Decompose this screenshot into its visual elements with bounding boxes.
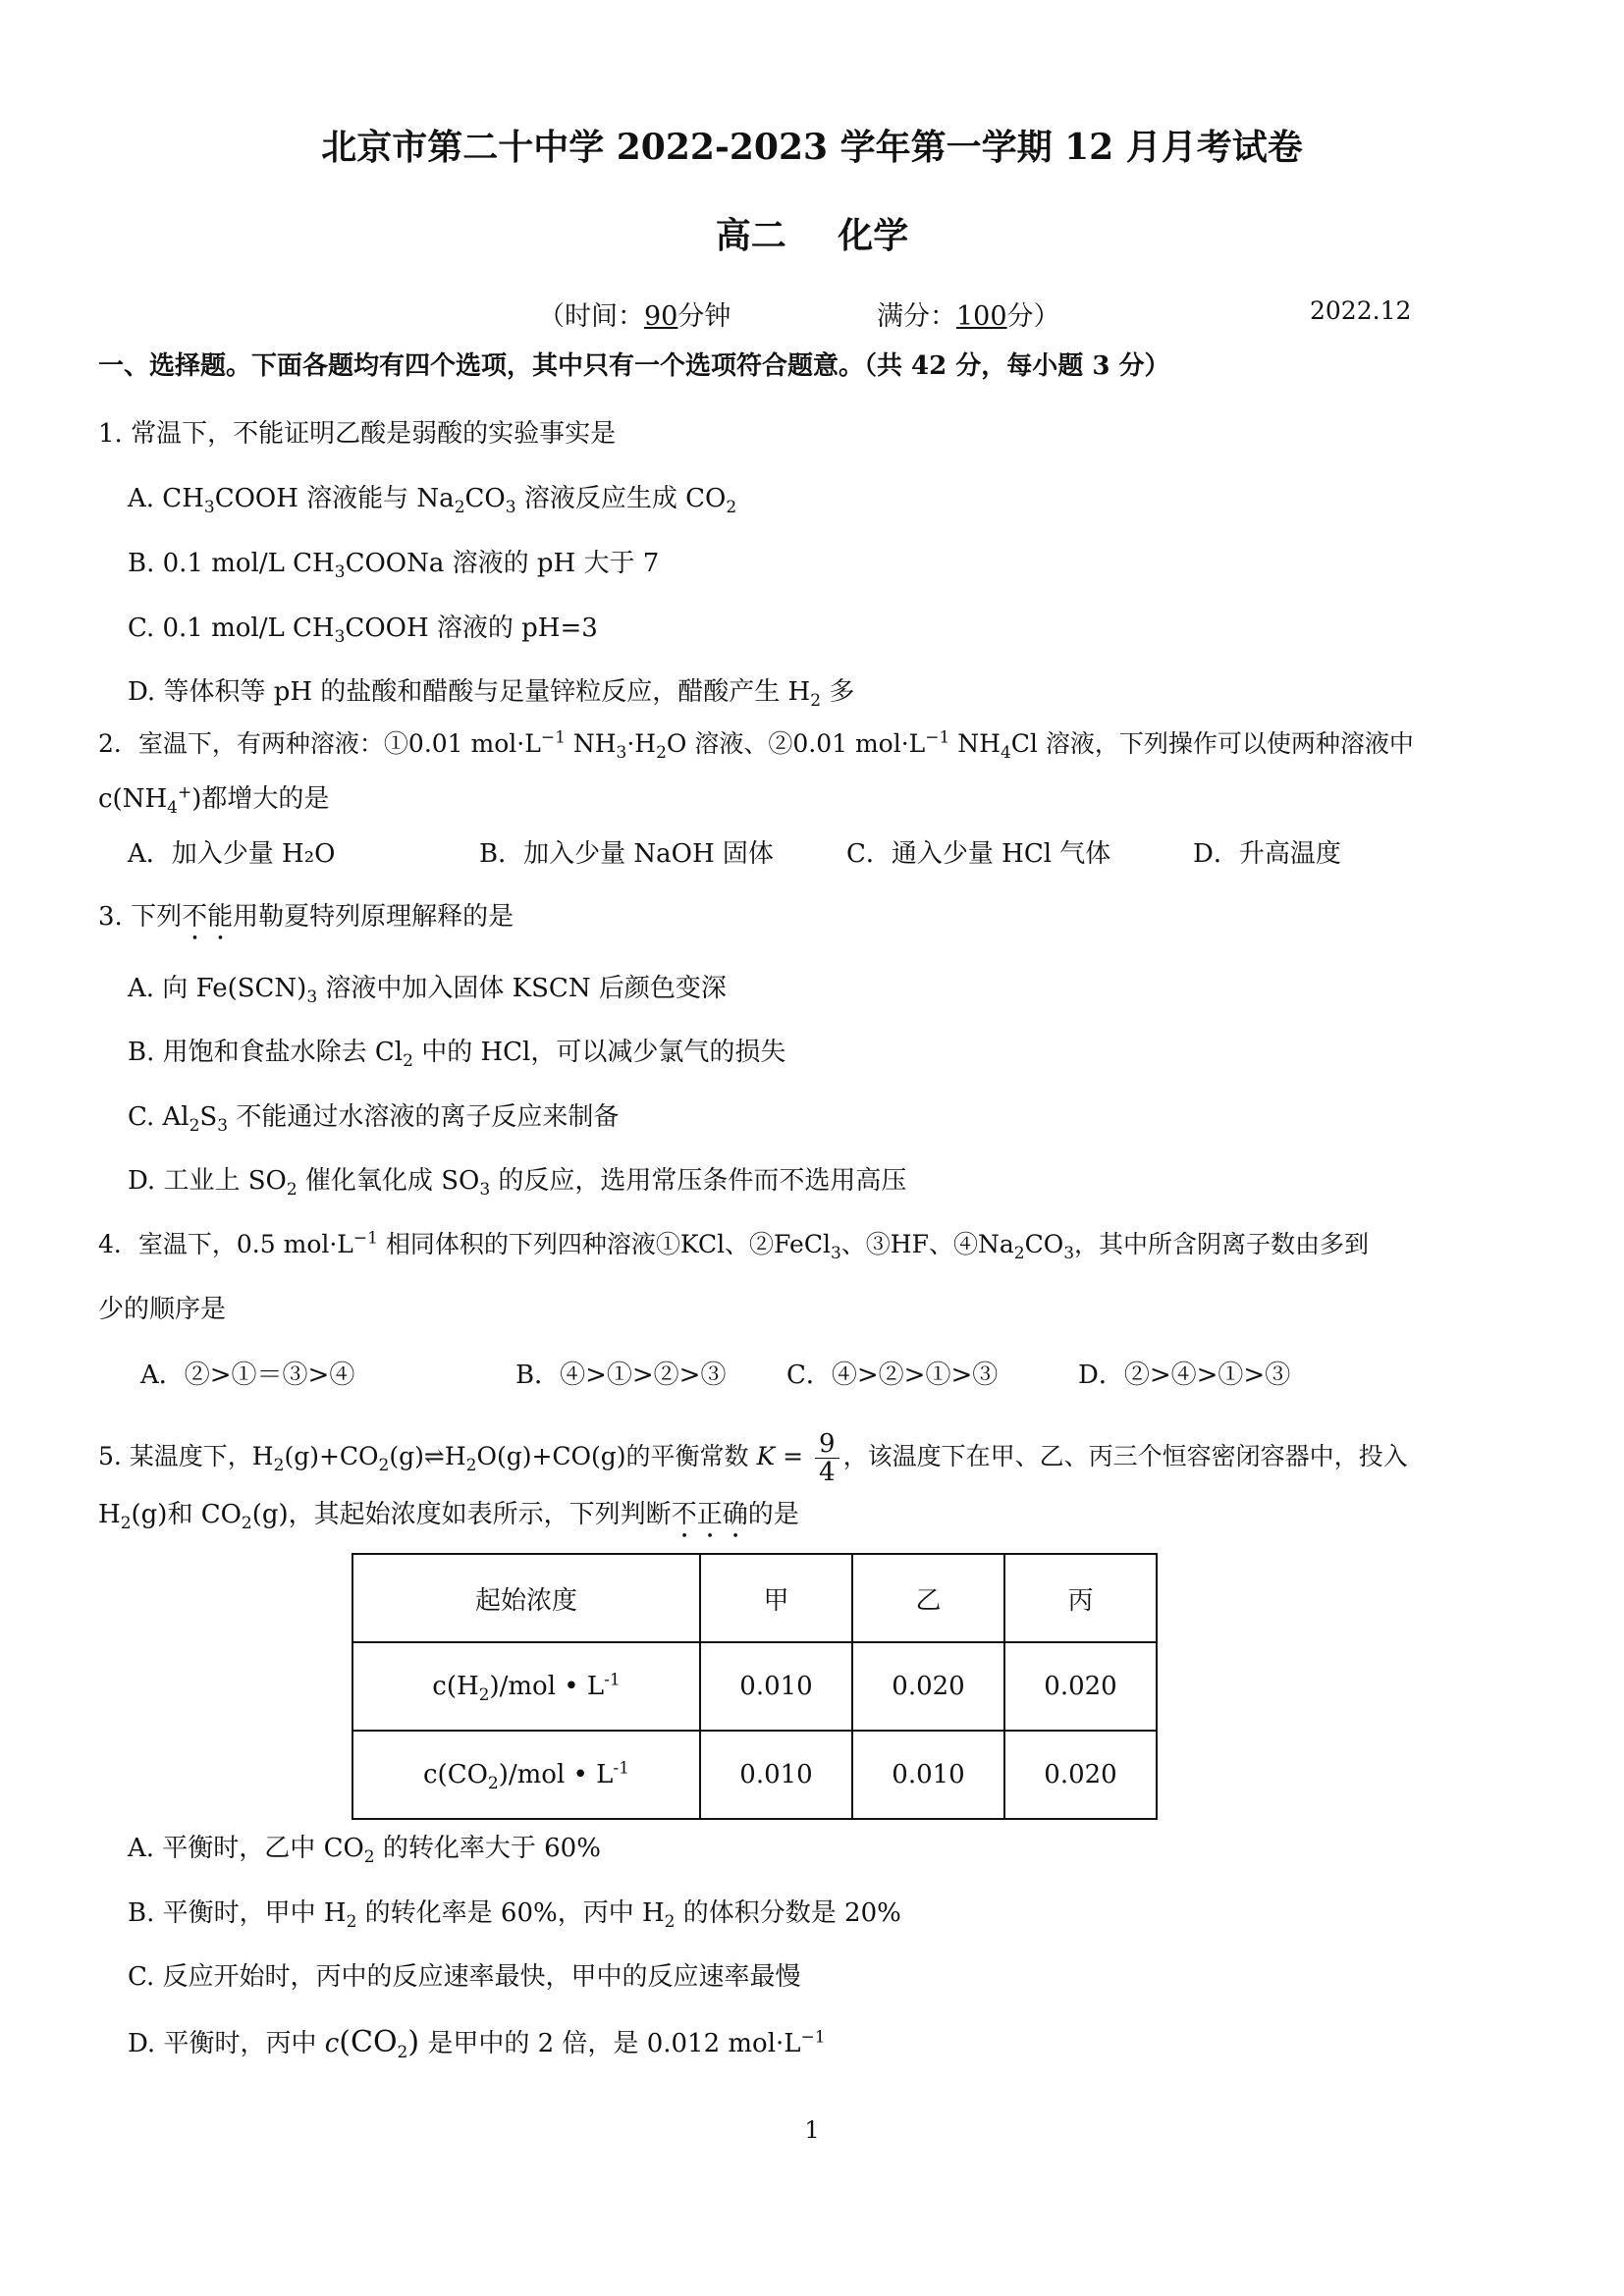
table-header-cell: 甲	[700, 1554, 852, 1642]
q2-option-d: D．升高温度	[1193, 839, 1341, 869]
table-cell: 0.010	[700, 1642, 852, 1731]
exam-date: 2022.12	[1310, 296, 1412, 325]
q2-stem-line2: $c(NH_4^+)$都增大的是	[98, 782, 330, 819]
q1-option-c: C. 0.1 mol/L $CH_3COOH$ 溶液的 pH=3	[128, 614, 598, 648]
q1-option-a: A. $CH_3COOH$ 溶液能与 $Na_2CO_3$ 溶液反应生成 $CO_2$	[128, 484, 737, 518]
q4-stem: 4．室温下，0.5 $mol\cdot L^{-1}$ 相同体积的下列四种溶液①KCl、②FeCl$_3$、③HF、$④Na_2CO_3$，其中所含阴离子数由多到	[98, 1228, 1370, 1263]
q5-emphasis: 不正确	[671, 1500, 748, 1529]
score-info: 满分：100分）	[877, 301, 1060, 332]
table-cell: 0.010	[700, 1731, 852, 1819]
q4-option-a: A．②>①＝③>④	[140, 1361, 355, 1390]
q3-emphasis: 不能	[182, 902, 234, 932]
table-header-cell: 丙	[1004, 1554, 1157, 1642]
table-cell: 0.010	[852, 1731, 1004, 1819]
q1-option-d: D. 等体积等 pH 的盐酸和醋酸与足量锌粒反应，醋酸产生 $H_2$ 多	[128, 677, 855, 712]
subject-label: 化学	[838, 215, 909, 256]
table-row	[352, 1731, 1157, 1819]
table-cell: 0.020	[1004, 1642, 1157, 1731]
q5-stem-line2: $H_2(g)$和 $CO_2(g)$，其起始浓度如表所示，下列判断不正确的是	[98, 1500, 799, 1534]
table-cell: 0.020	[1004, 1731, 1157, 1819]
q5-option-c: C. 反应开始时，丙中的反应速率最快，甲中的反应速率最慢	[128, 1962, 801, 1992]
q2-option-a: A．加入少量 H₂O	[128, 839, 336, 869]
exam-title: 北京市第二十中学 2022-2023 学年第一学期 12 月月考试卷	[321, 127, 1303, 168]
q1-stem: 1. 常温下，不能证明乙酸是弱酸的实验事实是	[98, 419, 617, 449]
q4-option-b: B．④>①>②>③	[515, 1361, 727, 1390]
q2-option-b: B．加入少量 NaOH 固体	[479, 839, 774, 869]
table-row-label: $c(H_2)$/mol • $L^{-1}$	[352, 1642, 700, 1731]
equilibrium-constant-symbol: K	[756, 1442, 776, 1470]
page-number: 1	[804, 2116, 820, 2144]
table-row-label: $c(CO_2)$/mol • $L^{-1}$	[352, 1731, 700, 1819]
initial-concentration-table	[352, 1553, 1158, 1820]
table-header-cell: 起始浓度	[352, 1554, 700, 1642]
q3-option-b: B. 用饱和食盐水除去 $Cl_2$ 中的 HCl，可以减少氯气的损失	[128, 1038, 786, 1072]
grade-label: 高二	[715, 215, 786, 256]
q1-option-b: B. 0.1 mol/L $CH_3COONa$ 溶液的 pH 大于 7	[128, 549, 660, 583]
table-cell: 0.020	[852, 1642, 1004, 1731]
table-row	[352, 1642, 1157, 1731]
q3-stem: 3. 下列不能用勒夏特列原理解释的是	[98, 902, 514, 932]
q5-option-d: D. 平衡时，丙中 $c(CO_2)$ 是甲中的 2 倍，是 0.012 $mol\cdot L^{-1}$	[128, 2025, 826, 2063]
q2-stem: 2．室温下，有两种溶液：①0.01 $mol\cdot L^{-1}$ $NH_3\cdot H_2O$ 溶液、②0.01 $mol\cdot L^{-1}$ $NH_4Cl$ 溶液，下列操作可以使两种溶液中	[98, 727, 1414, 763]
q5-option-b: B. 平衡时，甲中 $H_2$ 的转化率是 60%，丙中 $H_2$ 的体积分数是 20%	[128, 1898, 901, 1933]
table-header-row	[352, 1554, 1157, 1642]
q4-option-d: D．②>④>①>③	[1078, 1361, 1291, 1390]
q3-option-d: D. 工业上 $SO_2$ 催化氧化成 $SO_3$ 的反应，选用常压条件而不选用高压	[128, 1166, 907, 1201]
q5-stem: 5. 某温度下，$H_2(g)+CO_2(g)\rightleftharpoons H_2O(g)+CO(g)$的平衡常数 K = $\frac{9}{4}$ ，该温度下在甲、乙、丙三个恒容密闭容器中，投入	[98, 1429, 1408, 1487]
exam-subtitle	[0, 208, 1624, 258]
section-heading: 一、选择题。下面各题均有四个选项，其中只有一个选项符合题意。（共 42 分，每小题 3 分）	[98, 351, 1170, 381]
q3-option-a: A. 向 $Fe(SCN)_3$ 溶液中加入固体 KSCN 后颜色变深	[128, 974, 727, 1008]
time-value: 90	[644, 301, 678, 332]
q2-option-c: C．通入少量 HCl 气体	[846, 839, 1111, 869]
score-value: 100	[956, 301, 1007, 332]
q5-option-a: A. 平衡时，乙中 $CO_2$ 的转化率大于 60%	[128, 1834, 601, 1868]
q4-stem-line2: 少的顺序是	[98, 1295, 227, 1324]
table-header-cell: 乙	[852, 1554, 1004, 1642]
time-info: （时间：90分钟	[538, 301, 731, 332]
q4-option-c: C．④>②>①>③	[786, 1361, 999, 1390]
equilibrium-constant-fraction: $\frac{9}{4}$	[815, 1430, 839, 1486]
q3-option-c: C. $Al_2S_3$ 不能通过水溶液的离子反应来制备	[128, 1102, 620, 1137]
